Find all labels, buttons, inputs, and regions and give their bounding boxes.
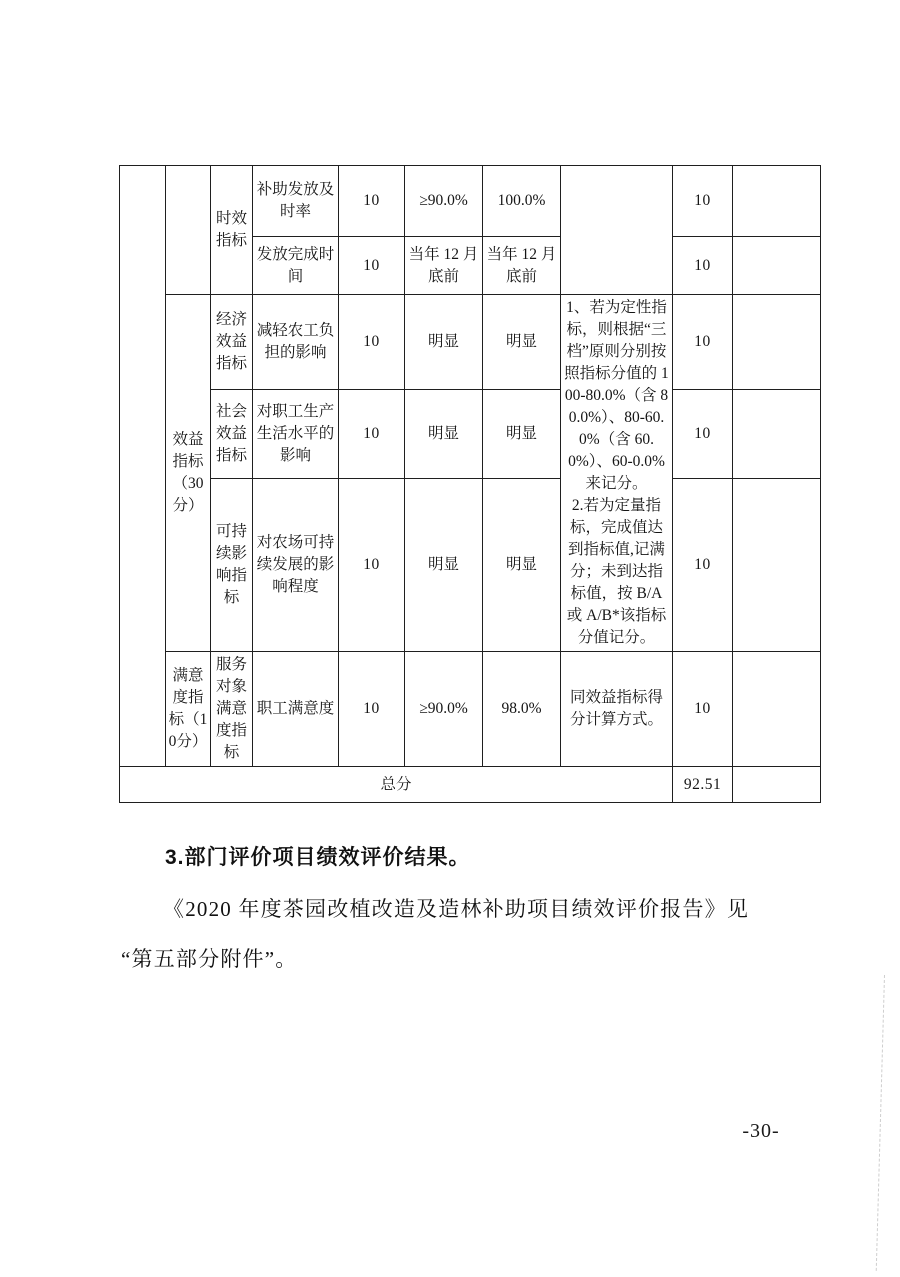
cell-actual: 明显 <box>483 479 561 652</box>
cell-group-empty <box>166 166 211 295</box>
table-row-total <box>120 767 821 803</box>
cell-remark-empty <box>733 166 821 237</box>
cell-subgroup-timeliness: 时效指标 <box>211 166 253 295</box>
cell-scoring-basis <box>561 295 673 652</box>
cell-target: 明显 <box>405 295 483 390</box>
cell-score: 10 <box>673 295 733 390</box>
cell-total-label: 总分 <box>120 767 673 803</box>
table-row <box>120 652 821 767</box>
cell-indicator: 补助发放及时率 <box>253 166 339 237</box>
cell-weight: 10 <box>339 295 405 390</box>
cell-target: 明显 <box>405 389 483 479</box>
table-row <box>120 166 821 237</box>
cell-remark-empty <box>733 389 821 479</box>
cell-subgroup-social: 社会效益指标 <box>211 389 253 479</box>
cell-remark-empty <box>733 295 821 390</box>
cell-weight: 10 <box>339 166 405 237</box>
cell-group-benefit: 效益指标（30分） <box>166 295 211 652</box>
cell-score: 10 <box>673 389 733 479</box>
scoring-basis-qualitative: 1、若为定性指标，则根据“三档”原则分别按照指标分值的 100-80.0%（含 80.0%）、80-60.0%（含 60.0%）、60-0.0%来记分。 <box>564 299 669 492</box>
body-paragraph <box>121 884 811 984</box>
scan-artifact-line <box>876 975 885 1271</box>
cell-score: 10 <box>673 237 733 295</box>
cell-score: 10 <box>673 166 733 237</box>
cell-remark-empty <box>733 479 821 652</box>
section-heading: 3.部门评价项目绩效评价结果。 <box>165 846 471 869</box>
table-row <box>120 389 821 479</box>
cell-left-margin-empty <box>120 166 166 767</box>
cell-indicator: 职工满意度 <box>253 652 339 767</box>
cell-actual: 当年 12 月底前 <box>483 237 561 295</box>
cell-score: 10 <box>673 479 733 652</box>
cell-indicator: 发放完成时间 <box>253 237 339 295</box>
cell-subgroup-economic: 经济效益指标 <box>211 295 253 390</box>
cell-total-score: 92.51 <box>673 767 733 803</box>
performance-table <box>119 165 821 803</box>
cell-indicator: 对职工生产生活水平的影响 <box>253 389 339 479</box>
cell-weight: 10 <box>339 389 405 479</box>
table-row <box>120 295 821 390</box>
cell-subgroup-sustainable: 可持续影响指标 <box>211 479 253 652</box>
cell-weight: 10 <box>339 652 405 767</box>
cell-weight: 10 <box>339 479 405 652</box>
cell-remark-empty <box>733 652 821 767</box>
paragraph-line-2: “第五部分附件”。 <box>121 947 298 971</box>
page-number: -30- <box>742 1120 780 1142</box>
cell-remark-empty <box>733 767 821 803</box>
cell-actual: 明显 <box>483 389 561 479</box>
scoring-basis-quantitative: 2.若为定量指标，完成值达到指标值,记满分；未到达指标值，按 B/A 或 A/B*该指标分值记分。 <box>566 497 667 646</box>
cell-actual: 98.0% <box>483 652 561 767</box>
cell-weight: 10 <box>339 237 405 295</box>
cell-group-satisfaction: 满意度指标（10分） <box>166 652 211 767</box>
cell-target: 当年 12 月底前 <box>405 237 483 295</box>
cell-basis-satisfaction: 同效益指标得分计算方式。 <box>561 652 673 767</box>
cell-actual: 100.0% <box>483 166 561 237</box>
paragraph-line-1: 《2020 年度茶园改植改造及造林补助项目绩效评价报告》见 <box>163 897 750 921</box>
cell-actual: 明显 <box>483 295 561 390</box>
cell-target: ≥90.0% <box>405 652 483 767</box>
cell-target: 明显 <box>405 479 483 652</box>
cell-remark-empty <box>733 237 821 295</box>
table-row <box>120 479 821 652</box>
cell-subgroup-service: 服务对象满意度指标 <box>211 652 253 767</box>
cell-score: 10 <box>673 652 733 767</box>
cell-basis-empty <box>561 166 673 295</box>
cell-target: ≥90.0% <box>405 166 483 237</box>
cell-indicator: 减轻农工负担的影响 <box>253 295 339 390</box>
cell-indicator: 对农场可持续发展的影响程度 <box>253 479 339 652</box>
